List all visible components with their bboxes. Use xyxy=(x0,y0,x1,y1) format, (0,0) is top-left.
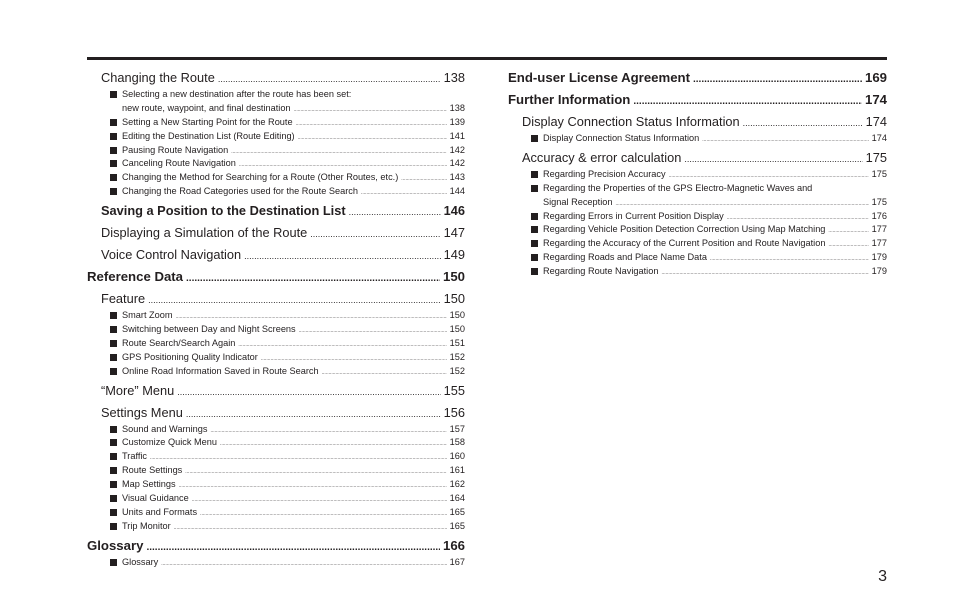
toc-page-number: 169 xyxy=(864,70,887,85)
toc-heading-title: Further Information xyxy=(508,92,631,107)
toc-entry[interactable] xyxy=(87,520,465,534)
toc-entry[interactable] xyxy=(87,157,465,171)
bullet-square-icon xyxy=(110,326,117,333)
toc-entry-title: Smart Zoom xyxy=(122,310,173,321)
leader-dots xyxy=(146,538,440,558)
toc-entry-title: Regarding the Accuracy of the Current Position and Route Navigation xyxy=(543,238,826,249)
toc-entry-title: Traffic xyxy=(122,451,148,462)
toc-entry[interactable] xyxy=(87,323,465,337)
toc-entry[interactable] xyxy=(508,265,887,279)
toc-entry-title: Regarding Vehicle Position Detection Correction Using Map Matching xyxy=(543,224,826,235)
toc-section-heading[interactable] xyxy=(87,68,465,88)
leader-dots xyxy=(633,92,862,112)
toc-page-number: 174 xyxy=(871,133,887,143)
toc-page-number: 167 xyxy=(449,556,465,567)
toc-entry-continuation[interactable] xyxy=(87,102,465,116)
bullet-square-icon xyxy=(110,133,117,140)
bullet-square-icon xyxy=(110,439,117,446)
toc-heading-title: Voice Control Navigation xyxy=(101,247,242,263)
toc-page-number: 141 xyxy=(449,130,465,141)
leader-dots xyxy=(148,290,441,310)
toc-heading-title: Displaying a Simulation of the Route xyxy=(101,225,308,241)
toc-page-number: 160 xyxy=(449,451,465,462)
bullet-square-icon xyxy=(531,185,538,192)
toc-page-number: 166 xyxy=(442,537,465,553)
bullet-square-icon xyxy=(531,240,538,247)
toc-entry[interactable] xyxy=(87,506,465,520)
toc-heading-title: Glossary xyxy=(87,537,144,553)
toc-entry-title: Glossary xyxy=(122,556,159,567)
toc-section-heading[interactable] xyxy=(87,381,465,401)
toc-entry-title: Map Settings xyxy=(122,479,176,490)
toc-page-number: 179 xyxy=(871,266,887,277)
toc-page-number: 157 xyxy=(449,423,465,434)
toc-entry-title: Changing the Method for Searching for a Route (Other Routes, etc.) xyxy=(122,172,399,183)
toc-entry[interactable] xyxy=(508,251,887,265)
toc-right-column xyxy=(508,66,887,279)
toc-page-number: 149 xyxy=(443,247,465,263)
bullet-square-icon xyxy=(110,160,117,167)
toc-entry[interactable] xyxy=(87,116,465,130)
toc-page-number: 165 xyxy=(449,520,465,531)
bullet-square-icon xyxy=(110,312,117,319)
bullet-square-icon xyxy=(110,495,117,502)
toc-entry[interactable] xyxy=(87,171,465,185)
toc-entry-title: Regarding Roads and Place Name Data xyxy=(543,252,707,263)
toc-entry-title: Changing the Road Categories used for the Route Search xyxy=(122,186,358,197)
toc-entry[interactable] xyxy=(508,210,887,224)
bullet-square-icon xyxy=(110,559,117,566)
toc-page-number: 177 xyxy=(871,238,887,249)
leader-dots xyxy=(349,202,441,222)
bullet-square-icon xyxy=(110,147,117,154)
toc-heading-title: “More” Menu xyxy=(101,382,175,398)
toc-entry-title: Pausing Route Navigation xyxy=(122,144,229,155)
toc-entry[interactable] xyxy=(87,436,465,450)
toc-page-number: 143 xyxy=(449,172,465,183)
toc-entry[interactable] xyxy=(87,492,465,506)
toc-page-number: 150 xyxy=(449,310,465,321)
toc-heading-title: Reference Data xyxy=(87,269,184,285)
top-rule xyxy=(87,57,887,60)
bullet-square-icon xyxy=(531,226,538,233)
toc-section-heading[interactable] xyxy=(508,148,887,168)
toc-page-number: 155 xyxy=(443,382,465,398)
toc-entry-title: Units and Formats xyxy=(122,506,198,517)
toc-page-number: 165 xyxy=(449,506,465,517)
bullet-square-icon xyxy=(110,453,117,460)
toc-page-number: 150 xyxy=(442,269,465,285)
toc-entry-title: GPS Positioning Quality Indicator xyxy=(122,351,258,362)
leader-dots xyxy=(684,149,862,169)
toc-left-column xyxy=(87,66,465,570)
toc-entry[interactable] xyxy=(87,88,465,102)
toc-section-heading[interactable] xyxy=(87,223,465,243)
toc-entry[interactable] xyxy=(87,185,465,199)
toc-section-heading[interactable] xyxy=(87,245,465,265)
toc-page-number: 176 xyxy=(871,210,887,221)
toc-entry[interactable] xyxy=(87,351,465,365)
leader-dots xyxy=(743,113,863,133)
toc-page-number: 152 xyxy=(449,351,465,362)
toc-page-number: 156 xyxy=(443,404,465,420)
toc-entry[interactable] xyxy=(508,237,887,251)
toc-page-number: 151 xyxy=(449,337,465,348)
toc-entry[interactable] xyxy=(508,182,887,196)
toc-chapter-heading[interactable] xyxy=(87,267,465,287)
toc-heading-title: Accuracy & error calculation xyxy=(522,149,682,165)
leader-dots xyxy=(186,269,440,289)
toc-page-number: 142 xyxy=(449,158,465,169)
toc-entry-title: Setting a New Starting Point for the Route xyxy=(122,116,293,127)
leader-dots xyxy=(218,69,441,89)
toc-entry[interactable] xyxy=(87,309,465,323)
toc-page-number: 162 xyxy=(449,479,465,490)
toc-page-number: 139 xyxy=(449,116,465,127)
bullet-square-icon xyxy=(110,119,117,126)
bullet-square-icon xyxy=(110,340,117,347)
leader-dots xyxy=(244,246,441,266)
toc-page-number: 146 xyxy=(443,203,465,219)
bullet-square-icon xyxy=(110,188,117,195)
toc-page-number: 175 xyxy=(871,168,887,179)
toc-section-heading[interactable] xyxy=(508,112,887,132)
toc-chapter-heading[interactable] xyxy=(508,90,887,110)
toc-entry-title: Switching between Day and Night Screens xyxy=(122,324,296,335)
toc-page-number: 174 xyxy=(864,92,887,107)
toc-entry[interactable] xyxy=(87,556,465,570)
bullet-square-icon xyxy=(531,254,538,261)
toc-page-number: 158 xyxy=(449,437,465,448)
bullet-square-icon xyxy=(531,135,538,142)
toc-chapter-heading[interactable] xyxy=(508,68,887,88)
toc-page-number: 147 xyxy=(443,225,465,241)
leader-dots xyxy=(177,382,440,402)
leader-dots xyxy=(361,187,447,201)
bullet-square-icon xyxy=(531,213,538,220)
leader-dots xyxy=(161,558,446,572)
toc-entry[interactable] xyxy=(508,132,887,146)
bullet-square-icon xyxy=(110,174,117,181)
toc-heading-title: End-user License Agreement xyxy=(508,70,690,85)
toc-entry[interactable] xyxy=(87,423,465,437)
bullet-square-icon xyxy=(531,268,538,275)
toc-page-number: 150 xyxy=(449,324,465,335)
bullet-square-icon xyxy=(110,523,117,530)
bullet-square-icon xyxy=(531,171,538,178)
leader-dots xyxy=(186,404,441,424)
toc-entry-title: Signal Reception xyxy=(543,196,613,207)
leader-dots xyxy=(702,134,868,148)
toc-chapter-heading[interactable] xyxy=(87,536,465,556)
toc-section-heading[interactable] xyxy=(87,289,465,309)
toc-page-number: 142 xyxy=(449,144,465,155)
page-number: 3 xyxy=(878,568,887,585)
bullet-square-icon xyxy=(110,481,117,488)
toc-entry-title: Trip Monitor xyxy=(122,520,171,531)
toc-entry-title: new route, waypoint, and final destination xyxy=(122,102,291,113)
toc-page-number: 175 xyxy=(865,149,887,165)
toc-heading-title: Changing the Route xyxy=(101,70,215,85)
toc-entry-title: Customize Quick Menu xyxy=(122,437,217,448)
leader-dots xyxy=(310,224,440,244)
bullet-square-icon xyxy=(110,354,117,361)
bullet-square-icon xyxy=(110,91,117,98)
toc-page-number: 164 xyxy=(449,493,465,504)
toc-section-heading[interactable] xyxy=(87,403,465,423)
toc-entry-title: Selecting a new destination after the route has been set: xyxy=(122,89,352,99)
toc-entry-title: Display Connection Status Information xyxy=(543,133,700,143)
toc-entry[interactable] xyxy=(87,130,465,144)
toc-entry-title: Editing the Destination List (Route Editing) xyxy=(122,130,295,141)
toc-entry[interactable] xyxy=(508,223,887,237)
toc-entry[interactable] xyxy=(508,168,887,182)
leader-dots xyxy=(322,367,447,381)
bullet-square-icon xyxy=(110,467,117,474)
toc-entry-title: Regarding the Properties of the GPS Electro-Magnetic Waves and xyxy=(543,182,813,193)
toc-entry-title: Visual Guidance xyxy=(122,493,189,504)
toc-entry-title: Route Search/Search Again xyxy=(122,337,236,348)
bullet-square-icon xyxy=(110,509,117,516)
toc-page-number: 138 xyxy=(443,70,465,85)
toc-page-number: 144 xyxy=(449,186,465,197)
toc-page-number: 152 xyxy=(449,365,465,376)
toc-entry[interactable] xyxy=(87,450,465,464)
toc-page-number: 161 xyxy=(449,465,465,476)
toc-entry[interactable] xyxy=(87,478,465,492)
leader-dots xyxy=(661,267,868,281)
toc-entry-title: Online Road Information Saved in Route Search xyxy=(122,365,319,376)
toc-entry[interactable] xyxy=(87,464,465,478)
bullet-square-icon xyxy=(110,426,117,433)
toc-page-number: 138 xyxy=(449,102,465,113)
toc-page-number: 174 xyxy=(865,114,887,129)
toc-entry-title: Sound and Warnings xyxy=(122,423,208,434)
toc-entry-continuation[interactable] xyxy=(508,196,887,210)
toc-entry-title: Regarding Route Navigation xyxy=(543,266,659,277)
toc-page-number: 177 xyxy=(871,224,887,235)
toc-page-number: 179 xyxy=(871,252,887,263)
toc-heading-title: Settings Menu xyxy=(101,404,183,420)
toc-entry-title: Canceling Route Navigation xyxy=(122,158,236,169)
toc-heading-title: Saving a Position to the Destination List xyxy=(101,203,346,219)
toc-entry-title: Route Settings xyxy=(122,465,183,476)
toc-heading-title: Feature xyxy=(101,291,146,307)
leader-dots xyxy=(693,70,862,90)
toc-entry[interactable] xyxy=(87,337,465,351)
leader-dots xyxy=(174,522,447,536)
toc-entry-title: Regarding Errors in Current Position Display xyxy=(543,210,724,221)
toc-entry[interactable] xyxy=(87,365,465,379)
toc-page-number: 150 xyxy=(443,291,465,307)
bullet-square-icon xyxy=(110,368,117,375)
toc-heading-title: Display Connection Status Information xyxy=(522,114,740,129)
toc-entry[interactable] xyxy=(87,144,465,158)
toc-section-heading[interactable] xyxy=(87,201,465,221)
toc-page-number: 175 xyxy=(871,196,887,207)
toc-entry-title: Regarding Precision Accuracy xyxy=(543,168,666,179)
